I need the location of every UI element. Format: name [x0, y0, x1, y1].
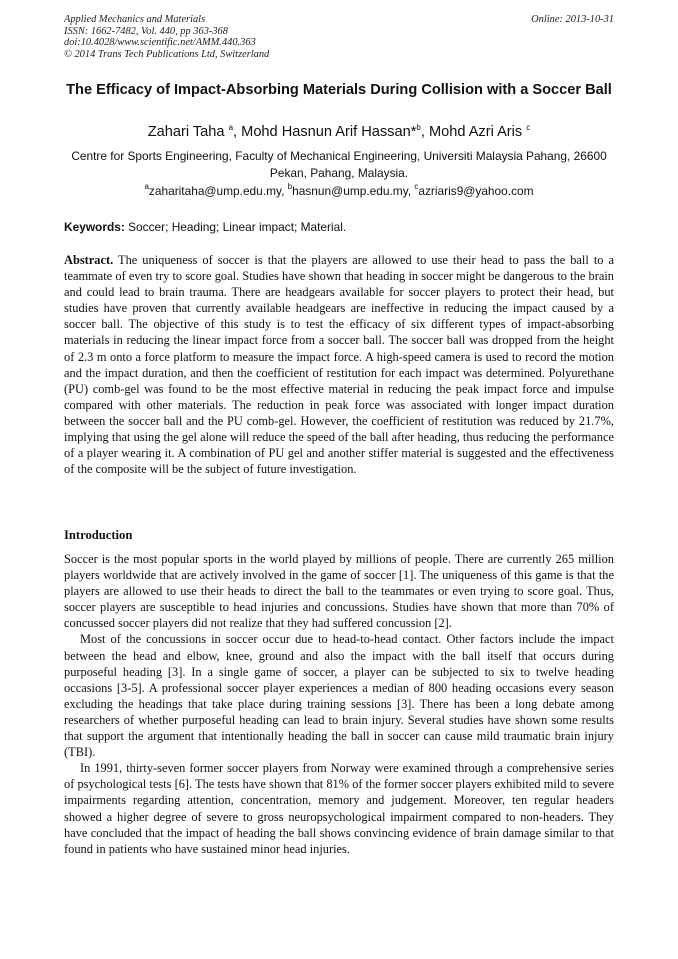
- abstract-label: Abstract.: [64, 253, 114, 267]
- author-separator: ,: [420, 124, 429, 140]
- email-list: [64, 183, 614, 200]
- author-separator: ,: [233, 124, 242, 140]
- paragraph: Soccer is the most popular sports in the world played by millions of people. There are currently 265 million players worldwide that are actively involved in the game of soccer [1]. The uniqueness of this game is that the players are allowed to use their heads to direct the ball to the teammates or even trying to score goal. Thus, soccer players are susceptible to head injuries and concussions. Studies have shown that more than 70% of concussed soccer players did not realize that they had suffered concussion [2].: [64, 552, 614, 631]
- keywords-label: Keywords:: [64, 220, 125, 234]
- keywords: [64, 219, 614, 235]
- author-name: Mohd Hasnun Arif Hassan*: [241, 124, 417, 140]
- section-heading-introduction: Introduction: [64, 528, 133, 542]
- journal-copyright: © 2014 Trans Tech Publications Ltd, Switzerland: [64, 48, 270, 60]
- author-name: Mohd Azri Aris: [428, 124, 527, 140]
- keywords-text: Soccer; Heading; Linear impact; Material.: [124, 220, 347, 234]
- journal-issn: ISSN: 1662-7482, Vol. 440, pp 363-368: [64, 25, 228, 37]
- journal-name: Applied Mechanics and Materials: [64, 14, 206, 25]
- author-name: Zahari Taha: [147, 124, 229, 140]
- email-address: hasnun@ump.edu.my: [292, 184, 408, 198]
- email-separator: ,: [281, 184, 288, 198]
- email-mark: a: [144, 182, 149, 191]
- email-separator: ,: [407, 184, 415, 198]
- email-address: zaharitaha@ump.edu.my: [148, 184, 282, 198]
- paper-title: The Efficacy of Impact-Absorbing Materials During Collision with a Soccer Ball: [66, 82, 612, 98]
- author-affil-mark: a: [228, 123, 234, 132]
- abstract: [64, 252, 614, 477]
- online-date: Online: 2013-10-31: [531, 14, 614, 25]
- introduction-body: [64, 551, 614, 857]
- affiliation: Centre for Sports Engineering, Faculty of Mechanical Engineering, Universiti Malaysia Pahang, 26600 Pekan, Pahang, Malaysia.: [71, 149, 607, 180]
- author-affil-mark: c: [526, 123, 531, 132]
- paragraph: In 1991, thirty-seven former soccer players from Norway were examined through a comprehensive series of psychological tests [6]. The tests have shown that 81% of the former soccer players exhibited mild to severe impairments regarding attention, concentration, memory and judgement. Moreover, ten regular headers showed a higher degree of severe to gross neuropsychological impairment compared to non-headers. They have concluded that the impact of heading the ball shows convincing evidence of brain damage similar to that found in patients who have sustained minor head injuries.: [64, 761, 614, 856]
- abstract-text: The uniqueness of soccer is that the players are allowed to use their head to pass the ball to a teammate of even try to score goal. Studies have shown that heading in soccer might be dangerous to the brain and could lead to brain trauma. There are headgears available for soccer players to protect their head, but studies have proven that currently available headgears are ineffective in reducing the impact caused by a soccer ball. The objective of this study is to test the efficacy of six different types of impact-absorbing materials in reducing the linear impact force from a soccer ball. The soccer ball was dropped from the height of 2.3 m onto a force platform to measure the impact force. A high-speed camera is used to record the motion and the impact duration, and then the coefficient of restitution for each impact was determined. Polyurethane (PU) comb-gel was found to be the most effective material in reducing the peak impact force and impulse compared with other materials. The reduction in peak force was associated with longer impact duration between the soccer ball and the PU comb-gel. However, the coefficient of restitution was reduced by 21.7%, implying that using the gel alone will reduce the speed of the ball after heading, thus reducing the performance of a player wearing it. A combination of PU gel and another stiffer material is suggested and the effectiveness of the composite will be the subject of future investigation.: [64, 253, 614, 477]
- email-address: azriaris9@yahoo.com: [418, 184, 534, 198]
- journal-header: [64, 14, 614, 60]
- author-affil-mark: b: [416, 123, 421, 132]
- email-mark: b: [287, 182, 293, 191]
- email-mark: c: [414, 182, 419, 191]
- journal-doi: doi:10.4028/www.scientific.net/AMM.440.363: [64, 37, 256, 49]
- author-list: [64, 123, 614, 141]
- paragraph: Most of the concussions in soccer occur due to head-to-head contact. Other factors include the impact between the head and elbow, knee, ground and also the impact with the ball itself that occurs during purposeful heading [3]. In a single game of soccer, a player can be subjected to six to twelve heading occasions [3-5]. A professional soccer player experiences a median of 800 heading occasions every season excluding the headings that take place during training sessions [3]. There has been a long debate among researchers of whether purposeful heading can lead to brain injury. Several studies have shown some results that support the argument that intentionally heading the ball in soccer can cause mild traumatic brain injury (TBI).: [64, 632, 614, 760]
